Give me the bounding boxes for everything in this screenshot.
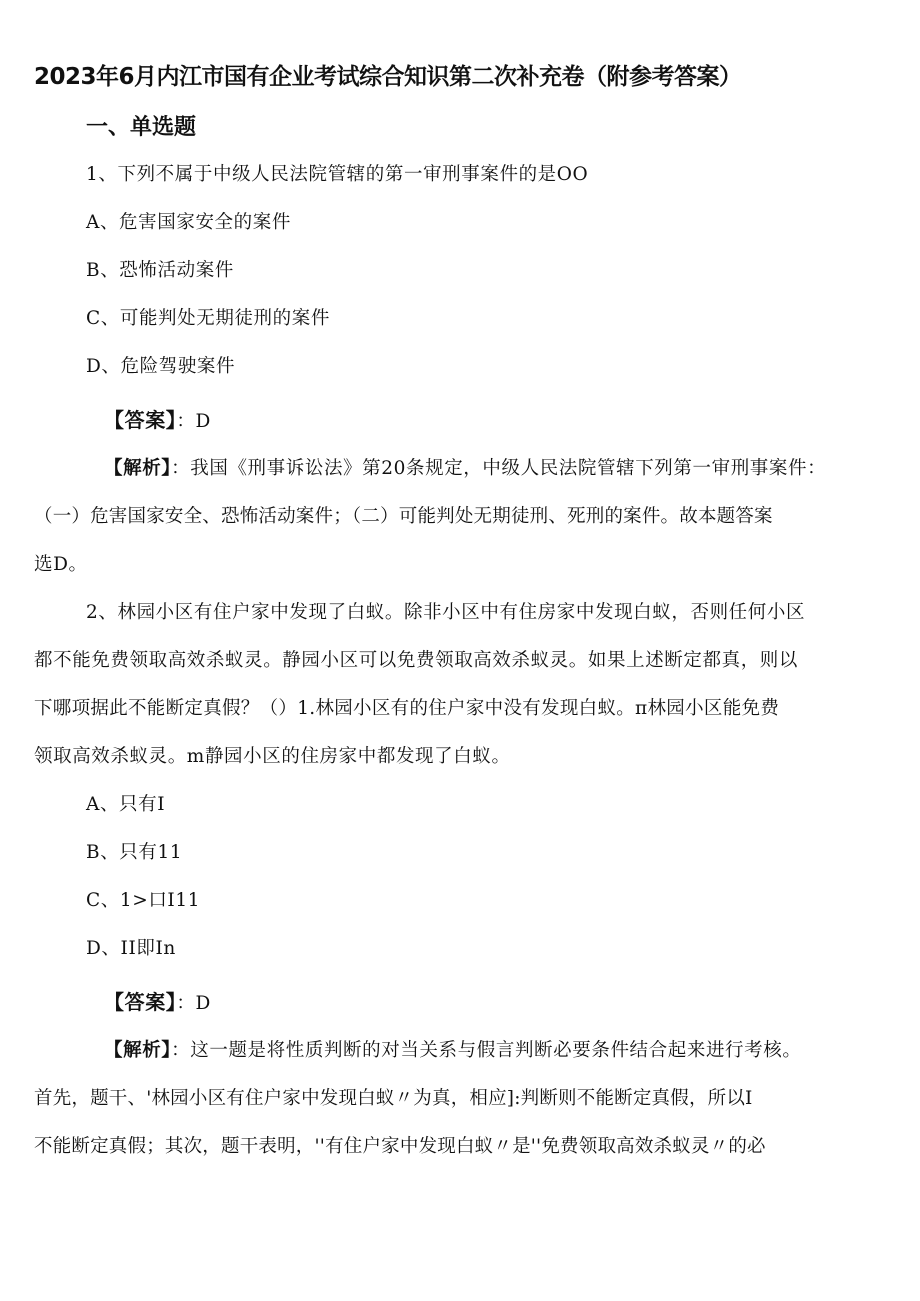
question-1-explanation-line-3: 选D。 (34, 554, 88, 575)
question-2-option-b: B、只有11 (86, 842, 183, 863)
document-title: 2023年6月内江市国有企业考试综合知识第二次补充卷（附参考答案） (34, 64, 742, 90)
question-1-option-b: B、恐怖活动案件 (86, 260, 234, 281)
answer-value: ：D (176, 411, 211, 432)
question-1-option-d: D、危险驾驶案件 (86, 356, 236, 377)
question-2-answer (104, 986, 211, 1015)
question-1-explanation-line-1 (104, 454, 826, 480)
question-2-stem-line-1: 2、林园小区有住户家中发现了白蚁。除非小区中有住房家中发现白蚁，否则任何小区 (86, 602, 806, 623)
section-heading: 一、单选题 (86, 115, 197, 140)
question-2-explanation-line-2: 首先，题干、'林园小区有住户家中发现白蚁〃为真，相应]:判断则不能断定真假，所以I (34, 1088, 753, 1109)
explanation-text: ：这一题是将性质判断的对当关系与假言判断必要条件结合起来进行考核。 (171, 1040, 802, 1061)
explanation-text: ：我国《刑事诉讼法》第20条规定，中级人民法院管辖下列第一审刑事案件： (171, 458, 827, 479)
explanation-label: 【解析】 (104, 1040, 172, 1061)
question-1-option-c: C、可能判处无期徒刑的案件 (86, 308, 330, 329)
question-2-option-d: D、II即In (86, 938, 176, 959)
answer-label: 【答案】 (104, 990, 177, 1014)
question-1-option-a: A、危害国家安全的案件 (86, 212, 291, 233)
question-1-stem: 1、下列不属于中级人民法院管辖的第一审刑事案件的是OO (86, 164, 589, 185)
question-2-explanation-line-3: 不能断定真假；其次，题干表明，''有住户家中发现白蚁〃是''免费领取高效杀蚁灵〃的必 (34, 1136, 766, 1157)
question-2-stem-line-3: 下哪项据此不能断定真假？（）1.林园小区有的住户家中没有发现白蚁。π林园小区能免费 (34, 698, 780, 719)
answer-value: ：D (176, 993, 211, 1014)
question-2-option-a: A、只有I (86, 794, 166, 815)
explanation-label: 【解析】 (104, 458, 172, 479)
question-2-option-c: C、1>口I11 (86, 890, 201, 911)
question-2-stem-line-2: 都不能免费领取高效杀蚁灵。静园小区可以免费领取高效杀蚁灵。如果上述断定都真，则以 (34, 650, 799, 671)
answer-label: 【答案】 (104, 408, 177, 432)
question-1-explanation-line-2: （一）危害国家安全、恐怖活动案件；（二）可能判处无期徒刑、死刑的案件。故本题答案 (34, 506, 773, 527)
question-2-explanation-line-1 (104, 1036, 801, 1062)
question-2-stem-line-4: 领取高效杀蚁灵。m静园小区的住房家中都发现了白蚁。 (34, 746, 511, 767)
question-1-answer (104, 404, 211, 433)
